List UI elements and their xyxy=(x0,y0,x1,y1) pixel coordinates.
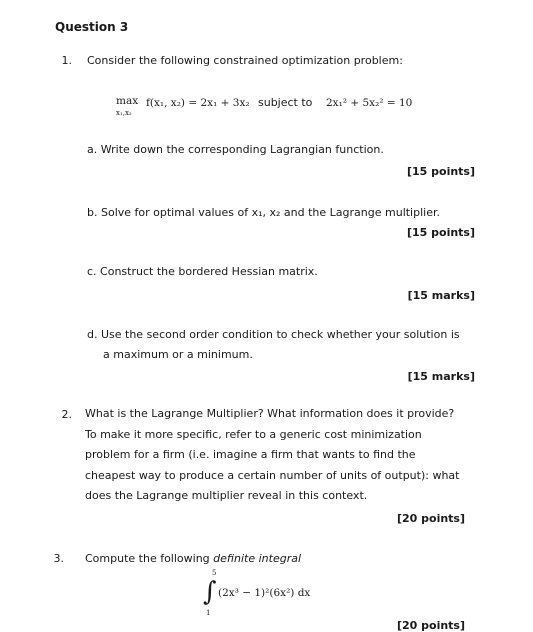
constraint: 2x₁² + 5x₂² = 10 xyxy=(326,97,413,109)
q3-text-emphasis: definite integral xyxy=(213,552,302,565)
q1-text: Consider the following constrained optimization problem: xyxy=(87,54,403,67)
q3-text xyxy=(85,552,301,565)
subject-to-text: subject to xyxy=(258,96,313,109)
q1a-points: [15 points] xyxy=(406,165,475,178)
q2-number: 2. xyxy=(61,408,72,421)
q1-number: 1. xyxy=(61,54,72,67)
q2-line: problem for a firm (i.e. imagine a firm that wants to find the xyxy=(85,448,416,461)
q2-line: cheapest way to produce a certain number of units of output): what xyxy=(85,468,460,482)
objective-function: f(x₁, x₂) = 2x₁ + 3x₂ xyxy=(146,97,250,109)
q2-line: does the Lagrange multiplier reveal in this context. xyxy=(85,489,368,502)
q1b-points: [15 points] xyxy=(406,226,475,239)
integrand: (2x³ − 1)²(6x²) dx xyxy=(218,587,311,599)
q1d-line-1: d. Use the second order condition to check whether your solution is xyxy=(87,328,460,341)
q2-line: To make it more specific, refer to a generic cost minimization xyxy=(85,427,422,441)
q1a-text: a. Write down the corresponding Lagrangian function. xyxy=(87,143,384,156)
q2-text xyxy=(85,404,459,507)
q3-points: [20 points] xyxy=(396,619,465,632)
integral-upper-limit: 5 xyxy=(212,569,217,577)
q1d-points: [15 marks] xyxy=(407,370,475,383)
q1b-text: b. Solve for optimal values of x₁, x₂ and the Lagrange multiplier. xyxy=(87,206,440,219)
q1d-line-2: a maximum or a minimum. xyxy=(103,348,253,361)
integral-sign: ∫ xyxy=(203,577,217,607)
q1c-points: [15 marks] xyxy=(407,289,475,302)
question-title: Question 3 xyxy=(55,20,129,34)
q2-line: What is the Lagrange Multiplier? What information does it provide? xyxy=(85,407,455,420)
q3-number: 3. xyxy=(53,552,64,565)
max-subscript: x₁,x₂ xyxy=(116,109,132,117)
max-operator: max xyxy=(116,95,139,107)
integral-lower-limit: 1 xyxy=(206,609,211,617)
q1c-text: c. Construct the bordered Hessian matrix. xyxy=(87,265,318,278)
q2-points: [20 points] xyxy=(396,512,465,525)
q3-text-prefix: Compute the following xyxy=(85,552,214,565)
